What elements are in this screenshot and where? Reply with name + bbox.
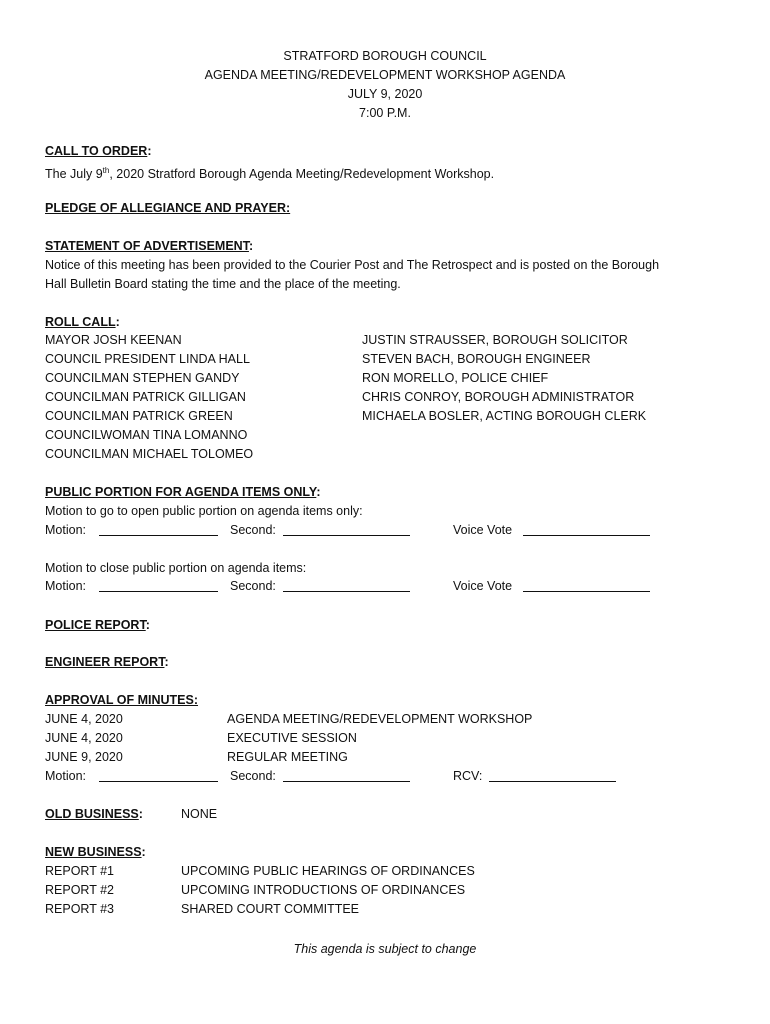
minutes-motion-blank: [99, 769, 218, 782]
open-vote-blank: [523, 523, 650, 536]
close-motion-blank: [99, 579, 218, 592]
minutes-heading: APPROVAL OF MINUTES:: [45, 693, 199, 707]
close-second-blank: [283, 579, 410, 592]
old-business-heading: OLD BUSINESS:: [45, 807, 143, 821]
report-label: REPORT #1: [45, 864, 115, 878]
roll-call-official: JUSTIN STRAUSSER, BOROUGH SOLICITOR: [362, 333, 628, 347]
close-vote-label: Voice Vote: [453, 579, 513, 593]
roll-call-official: RON MORELLO, POLICE CHIEF: [362, 371, 549, 385]
roll-call-member: COUNCILWOMAN TINA LOMANNO: [45, 428, 248, 442]
agenda-footer-note: This agenda is subject to change: [293, 942, 477, 956]
advertisement-text-line2: Hall Bulletin Board stating the time and the place of the meeting.: [45, 277, 401, 291]
public-portion-heading: PUBLIC PORTION FOR AGENDA ITEMS ONLY:: [45, 485, 321, 499]
council-name: STRATFORD BOROUGH COUNCIL: [283, 49, 487, 63]
minutes-rcv-label: RCV:: [453, 769, 483, 783]
minutes-date: JUNE 4, 2020: [45, 712, 123, 726]
old-business-value: NONE: [181, 807, 218, 821]
new-business-heading: NEW BUSINESS:: [45, 845, 146, 859]
roll-call-member: COUNCILMAN MICHAEL TOLOMEO: [45, 447, 254, 461]
close-vote-blank: [523, 579, 650, 592]
open-vote-label: Voice Vote: [453, 523, 513, 537]
minutes-description: EXECUTIVE SESSION: [227, 731, 357, 745]
roll-call-member: MAYOR JOSH KEENAN: [45, 333, 182, 347]
roll-call-member: COUNCIL PRESIDENT LINDA HALL: [45, 352, 250, 366]
roll-call-official: MICHAELA BOSLER, ACTING BOROUGH CLERK: [362, 409, 647, 423]
roll-call-official: CHRIS CONROY, BOROUGH ADMINISTRATOR: [362, 390, 635, 404]
roll-call-official: STEVEN BACH, BOROUGH ENGINEER: [362, 352, 591, 366]
advertisement-text-line1: Notice of this meeting has been provided to the Courier Post and The Retrospect and is posted on the Borough: [45, 258, 660, 272]
roll-call-heading: ROLL CALL:: [45, 315, 120, 329]
minutes-description: REGULAR MEETING: [227, 750, 348, 764]
minutes-description: AGENDA MEETING/REDEVELOPMENT WORKSHOP: [227, 712, 533, 726]
open-public-portion-text: Motion to go to open public portion on agenda items only:: [45, 504, 363, 518]
call-to-order-text: The July 9th, 2020 Stratford Borough Agenda Meeting/Redevelopment Workshop.: [45, 166, 495, 182]
open-second-blank: [283, 523, 410, 536]
minutes-date: JUNE 9, 2020: [45, 750, 123, 764]
minutes-motion-label: Motion:: [45, 769, 86, 783]
open-second-label: Second:: [230, 523, 276, 537]
open-motion-blank: [99, 523, 218, 536]
report-description: SHARED COURT COMMITTEE: [181, 902, 360, 916]
report-description: UPCOMING INTRODUCTIONS OF ORDINANCES: [181, 883, 466, 897]
meeting-time: 7:00 P.M.: [359, 106, 411, 120]
roll-call-member: COUNCILMAN PATRICK GREEN: [45, 409, 233, 423]
meeting-date: JULY 9, 2020: [347, 87, 423, 101]
minutes-second-blank: [283, 769, 410, 782]
open-motion-label: Motion:: [45, 523, 86, 537]
police-report-heading: POLICE REPORT:: [45, 618, 150, 632]
call-to-order-heading: CALL TO ORDER:: [45, 144, 152, 158]
engineer-report-heading: ENGINEER REPORT:: [45, 655, 169, 669]
minutes-date: JUNE 4, 2020: [45, 731, 123, 745]
close-public-portion-text: Motion to close public portion on agenda items:: [45, 561, 307, 575]
minutes-second-label: Second:: [230, 769, 276, 783]
report-label: REPORT #3: [45, 902, 115, 916]
close-motion-label: Motion:: [45, 579, 86, 593]
report-description: UPCOMING PUBLIC HEARINGS OF ORDINANCES: [181, 864, 475, 878]
report-label: REPORT #2: [45, 883, 115, 897]
pledge-heading: PLEDGE OF ALLEGIANCE AND PRAYER:: [45, 201, 291, 215]
close-second-label: Second:: [230, 579, 276, 593]
roll-call-member: COUNCILMAN STEPHEN GANDY: [45, 371, 240, 385]
minutes-rcv-blank: [489, 769, 616, 782]
agenda-title: AGENDA MEETING/REDEVELOPMENT WORKSHOP AGENDA: [204, 68, 566, 82]
roll-call-member: COUNCILMAN PATRICK GILLIGAN: [45, 390, 246, 404]
advertisement-heading: STATEMENT OF ADVERTISEMENT:: [45, 239, 254, 253]
